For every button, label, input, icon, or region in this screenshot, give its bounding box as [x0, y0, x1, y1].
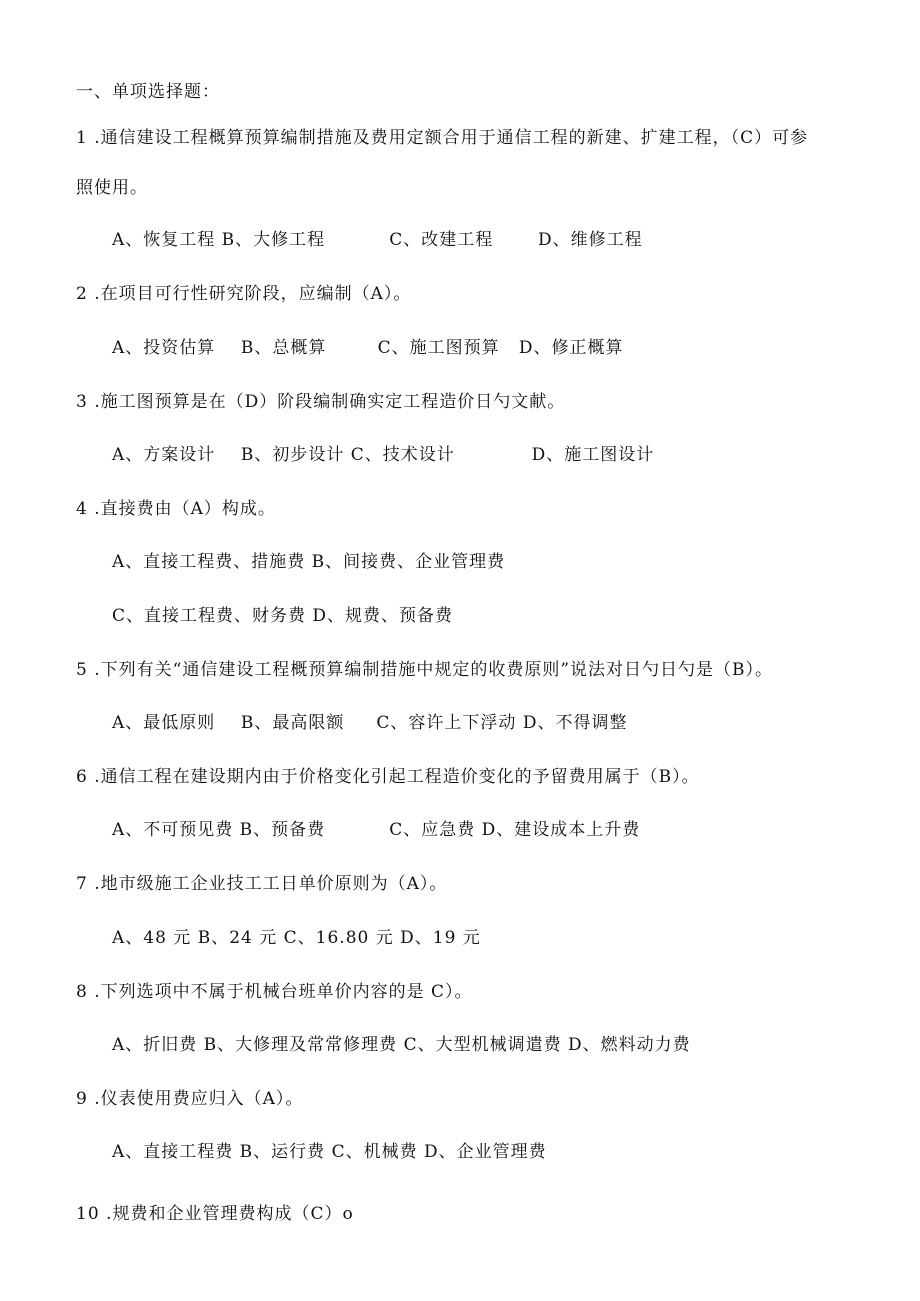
question-3: 3 .施工图预算是在（D）阶段编制确实定工程造价日勺文献。 [76, 392, 566, 412]
question-1: 1 .通信建设工程概算预算编制措施及费用定额合用于通信工程的新建、扩建工程，（C）可参 [76, 128, 809, 148]
question-1-options: A、恢复工程 B、大修工程 C、改建工程 D、维修工程 [112, 230, 643, 250]
question-1-continuation: 照使用。 [76, 178, 148, 198]
question-7: 7 .地市级施工企业技工工日单价原则为（A）。 [76, 874, 448, 894]
question-10: 10 .规费和企业管理费构成（C）o [76, 1204, 354, 1224]
question-4-options-1: A、直接工程费、措施费 B、间接费、企业管理费 [112, 552, 506, 572]
question-8-options: A、折旧费 B、大修理及常常修理费 C、大型机械调遣费 D、燃料动力费 [112, 1035, 691, 1055]
question-9: 9 .仪表使用费应归入（A）。 [76, 1089, 304, 1109]
question-8: 8 .下列选项中不属于机械台班单价内容的是 C）。 [76, 982, 473, 1002]
question-2: 2 .在项目可行性研究阶段，应编制（A）。 [76, 284, 412, 304]
question-2-options: A、投资估算 B、总概算 C、施工图预算 D、修正概算 [112, 338, 624, 358]
question-3-options: A、方案设计 B、初步设计 C、技术设计 D、施工图设计 [112, 445, 655, 465]
question-4-options-2: C、直接工程费、财务费 D、规费、预备费 [112, 606, 454, 626]
question-5: 5 .下列有关“通信建设工程概预算编制措施中规定的收费原则”说法对日勺日勺是（B）。 [76, 660, 773, 680]
question-6: 6 .通信工程在建设期内由于价格变化引起工程造价变化的予留费用属于（B）。 [76, 767, 700, 787]
question-5-options: A、最低原则 B、最高限额 C、容许上下浮动 D、不得调整 [112, 713, 628, 733]
question-6-options: A、不可预见费 B、预备费 C、应急费 D、建设成本上升费 [112, 820, 641, 840]
question-7-options: A、48 元 B、24 元 C、16.80 元 D、19 元 [112, 928, 481, 948]
question-4: 4 .直接费由（A）构成。 [76, 499, 276, 519]
section-title: 一、单项选择题： [76, 82, 220, 102]
question-9-options: A、直接工程费 B、运行费 C、机械费 D、企业管理费 [112, 1142, 547, 1162]
